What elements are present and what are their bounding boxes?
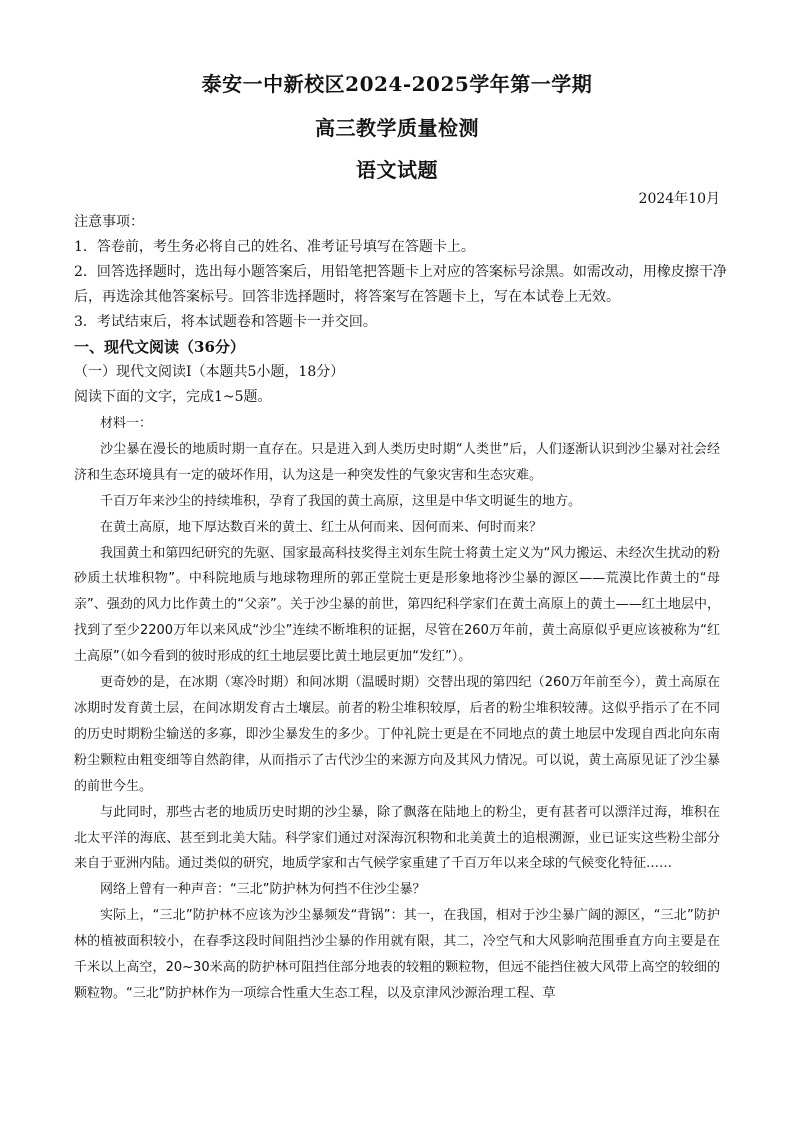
subject-title: 语文试题	[356, 158, 438, 182]
material-paragraph: 沙尘暴在漫长的地质时期一直存在。只是进入到人类历史时期“人类世”后，人们逐渐认识到沙尘暴对社会经济和生态环境具有一定的破坏作用，认为这是一种突发性的气象灾害和生态灾难。	[74, 441, 720, 483]
material-paragraph: 网络上曾有一种声音：“三北”防护林为何挡不住沙尘暴？	[100, 882, 426, 898]
material-paragraph: 我国黄土和第四纪研究的先驱、国家最高科技奖得主刘东生院士将黄土定义为“风力搬运、未经次生扰动的粉砂质土状堆积物”。中科院地质与地球物理所的郭正堂院士更是形象地将沙尘暴的源区——荒漠比作黄土的“母亲”、强劲的风力比作黄土的“父亲”。关于沙尘暴的前世，第四纪科学家们在黄土高原上的黄土——红土地层中，找到了至少2200万年以来风成“沙尘”连续不断堆积的证据，尽管在260万年前，黄土高原似乎更应该被称为“红土高原”（如今看到的彼时形成的红土地层要比黄土地层更加“发红”）。	[74, 545, 720, 665]
notes-block	[74, 210, 727, 335]
reading-material	[74, 411, 720, 1007]
notes-heading: 注意事项：	[74, 214, 144, 230]
notes-item: 2．回答选择题时，选出每小题答案后，用铅笔把答题卡上对应的答案标号涂黑。如需改动，用橡皮擦干净	[74, 264, 727, 280]
material-paragraph: 实际上，“三北”防护林不应该为沙尘暴频发“背锅”：其一，在我国，相对于沙尘暴广阔的源区，“三北”防护林的植被面积较小，在春季这段时间阻挡沙尘暴的作用就有限，其二，冷空气和大风影响范围垂直方向主要是在千米以上高空，20~30米高的防护林可阻挡住部分地表的较粗的颗粒物，但远不能挡住被大风带上高空的较细的颗粒物。“三北”防护林作为一项综合性重大生态工程，以及京津风沙源治理工程、草	[74, 908, 720, 1001]
material-paragraph: 在黄土高原，地下厚达数百米的黄土、红土从何而来、因何而来、何时而来？	[100, 519, 543, 535]
material-paragraph: 更奇妙的是，在冰期（寒冷时期）和间冰期（温暖时期）交替出现的第四纪（260万年前至今），黄土高原在冰期时发育黄土层，在间冰期发育古土壤层。前者的粉尘堆积较厚，后者的粉尘堆积较薄。这似乎指示了在不同的历史时期粉尘输送的多寡，即沙尘暴发生的多少。丁仲礼院士更是在不同地点的黄土地层中发现自西北向东南粉尘颗粒由粗变细等自然韵律，从而指示了古代沙尘的来源方向及其风力情况。可以说，黄土高原见证了沙尘暴的前世今生。	[74, 675, 720, 794]
material-label: 材料一：	[100, 416, 153, 431]
exam-subtitle: 高三教学质量检测	[315, 116, 479, 140]
reading-instruction: 阅读下面的文字，完成1~5题。	[74, 389, 272, 405]
material-paragraph: 千百万年来沙尘的持续堆积，孕育了我国的黄土高原，这里是中华文明诞生的地方。	[100, 493, 582, 509]
material-paragraph: 与此同时，那些古老的地质历史时期的沙尘暴，除了飘落在陆地上的粉尘，更有甚者可以漂洋过海，堆积在北太平洋的海底、甚至到北美大陆。科学家们通过对深海沉积物和北美黄土的追根溯源，业已证实这些粉尘部分来自于亚洲内陆。通过类似的研究，地质学家和古气候学家重建了千百万年以来全球的气候变化特征……	[74, 804, 720, 872]
notes-item: 后，再选涂其他答案标号。回答非选择题时，将答案写在答题卡上，写在本试卷上无效。	[74, 289, 620, 305]
exam-date: 2024年10月	[638, 191, 720, 207]
sub-section-heading: （一）现代文阅读Ⅰ（本题共5小题，18分）	[74, 364, 345, 380]
section-heading: 一、现代文阅读（36分）	[74, 338, 245, 356]
notes-item: 3．考试结束后，将本试题卷和答题卡一并交回。	[74, 314, 377, 330]
notes-item: 1．答卷前，考生务必将自己的姓名、准考证号填写在答题卡上。	[74, 239, 475, 255]
exam-title: 泰安一中新校区2024-2025学年第一学期	[201, 72, 593, 96]
